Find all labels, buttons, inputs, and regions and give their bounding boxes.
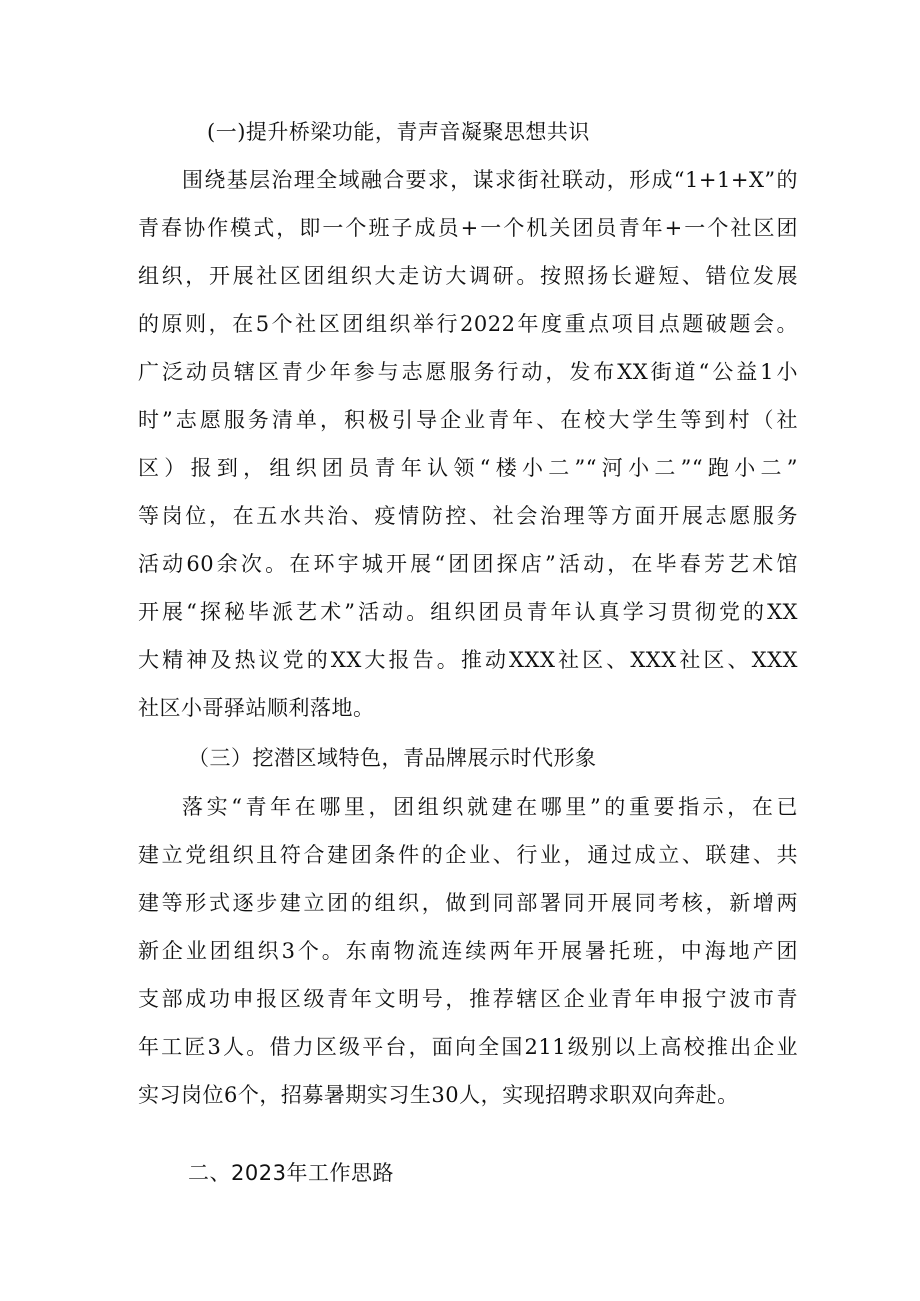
paragraph-line: 广泛动员辖区青少年参与志愿服务行动，发布XX街道“公益1小 (138, 360, 798, 384)
paragraph-line: 社区小哥驿站顺利落地。 (138, 696, 375, 720)
paragraph-line: 落实“青年在哪里，团组织就建在哪里”的重要指示，在已 (182, 795, 798, 819)
paragraph-line: 的原则，在5个社区团组织举行2022年度重点项目点题破题会。 (138, 312, 798, 336)
paragraph-line: 开展“探秘毕派艺术”活动。组织团员青年认真学习贯彻党的XX (138, 600, 798, 624)
section-heading-2023: 二、2023年工作思路 (188, 1161, 394, 1185)
paragraph-line: 区）报到，组织团员青年认领“楼小二”“河小二”“跑小二” (138, 456, 798, 480)
paragraph-line: 建等形式逐步建立团的组织，做到同部署同开展同考核，新增两 (138, 891, 798, 915)
paragraph-line: 围绕基层治理全域融合要求，谋求街社联动，形成“1+1+X”的 (182, 168, 798, 192)
paragraph-line: 年工匠3人。借力区级平台，面向全国211级别以上高校推出企业 (138, 1035, 798, 1059)
paragraph-line: 时”志愿服务清单，积极引导企业青年、在校大学生等到村（社 (138, 408, 798, 432)
paragraph-line: 活动60余次。在环宇城开展“团团探店”活动，在毕春芳艺术馆 (138, 552, 798, 576)
paragraph-line: 青春协作模式，即一个班子成员+一个机关团员青年+一个社区团 (138, 216, 798, 240)
paragraph-line: 等岗位，在五水共治、疫情防控、社会治理等方面开展志愿服务 (138, 504, 798, 528)
paragraph-line: 组织，开展社区团组织大走访大调研。按照扬长避短、错位发展 (138, 264, 798, 288)
paragraph-line: 建立党组织且符合建团条件的企业、行业，通过成立、联建、共 (138, 843, 798, 867)
paragraph-line: 支部成功申报区级青年文明号，推荐辖区企业青年申报宁波市青 (138, 987, 798, 1011)
paragraph-line: 新企业团组织3个。东南物流连续两年开展暑托班，中海地产团 (138, 939, 798, 963)
paragraph-line: 实习岗位6个，招募暑期实习生30人，实现招聘求职双向奔赴。 (138, 1083, 739, 1107)
paragraph-line: 大精神及热议党的XX大报告。推动XXX社区、XXX社区、XXX (138, 648, 798, 672)
section-heading-3: （三）挖潜区域特色，青品牌展示时代形象 (188, 746, 597, 770)
section-heading-1: (一)提升桥梁功能，青声音凝聚思想共识 (207, 120, 590, 144)
